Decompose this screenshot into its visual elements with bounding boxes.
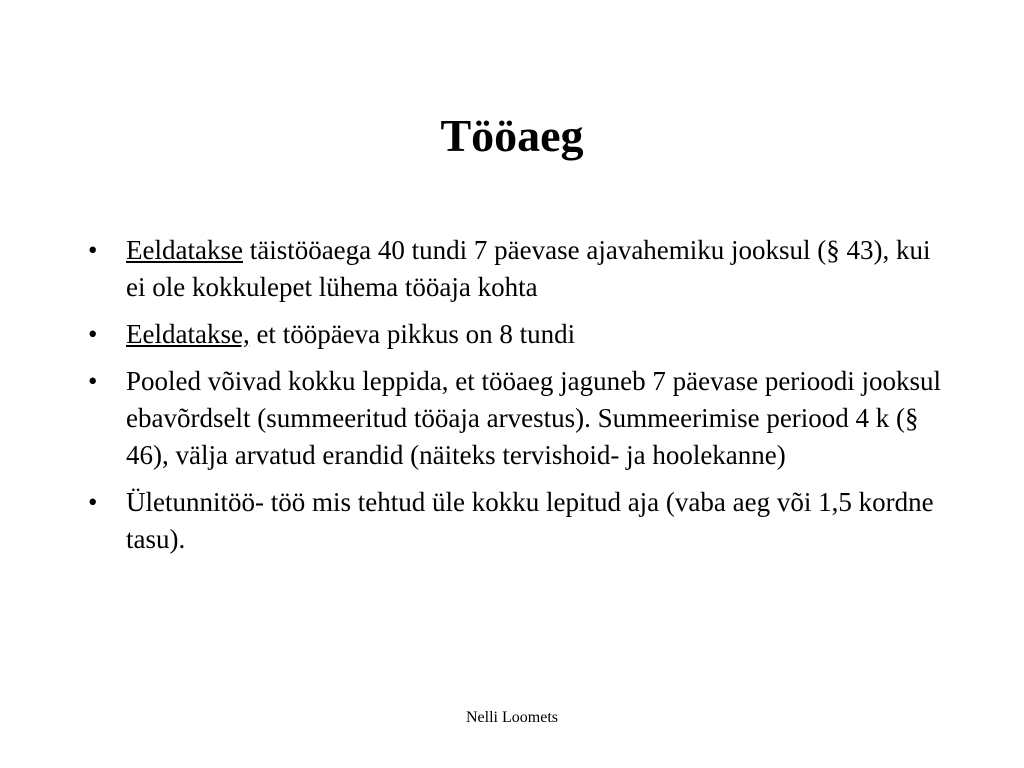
bullet-marker: • xyxy=(88,487,98,517)
bullet-text: Ületunnitöö- töö mis tehtud üle kokku lepitud aja (vaba aeg või 1,5 kordne tasu). xyxy=(126,487,934,554)
bullet-marker: • xyxy=(88,366,98,396)
bullet-marker: • xyxy=(88,235,98,265)
bullet-item xyxy=(88,316,948,353)
bullet-item xyxy=(88,232,948,306)
bullet-item xyxy=(88,363,948,474)
bullet-underlined-text: Eeldatakse xyxy=(126,235,243,265)
bullet-underlined-text: Eeldatakse, xyxy=(126,319,250,349)
bullet-text: et tööpäeva pikkus on 8 tundi xyxy=(249,319,576,349)
footer-author: Nelli Loomets xyxy=(466,709,558,726)
bullet-item xyxy=(88,484,948,558)
bullet-marker: • xyxy=(88,319,98,349)
bullet-list xyxy=(88,232,948,568)
bullet-text: Pooled võivad kokku leppida, et tööaeg jaguneb 7 päevase perioodi jooksul ebavõrdselt (summeeritud tööaja arvestus). Summeerimise periood 4 k (§ 46), välja arvatud erandid (näiteks tervishoid- ja hoolekanne) xyxy=(126,366,942,470)
bullet-text: täistööaega 40 tundi 7 päevase ajavahemiku jooksul (§ 43), kui ei ole kokkulepet lühema tööaja kohta xyxy=(126,235,931,302)
slide-title: Tööaeg xyxy=(440,110,584,161)
